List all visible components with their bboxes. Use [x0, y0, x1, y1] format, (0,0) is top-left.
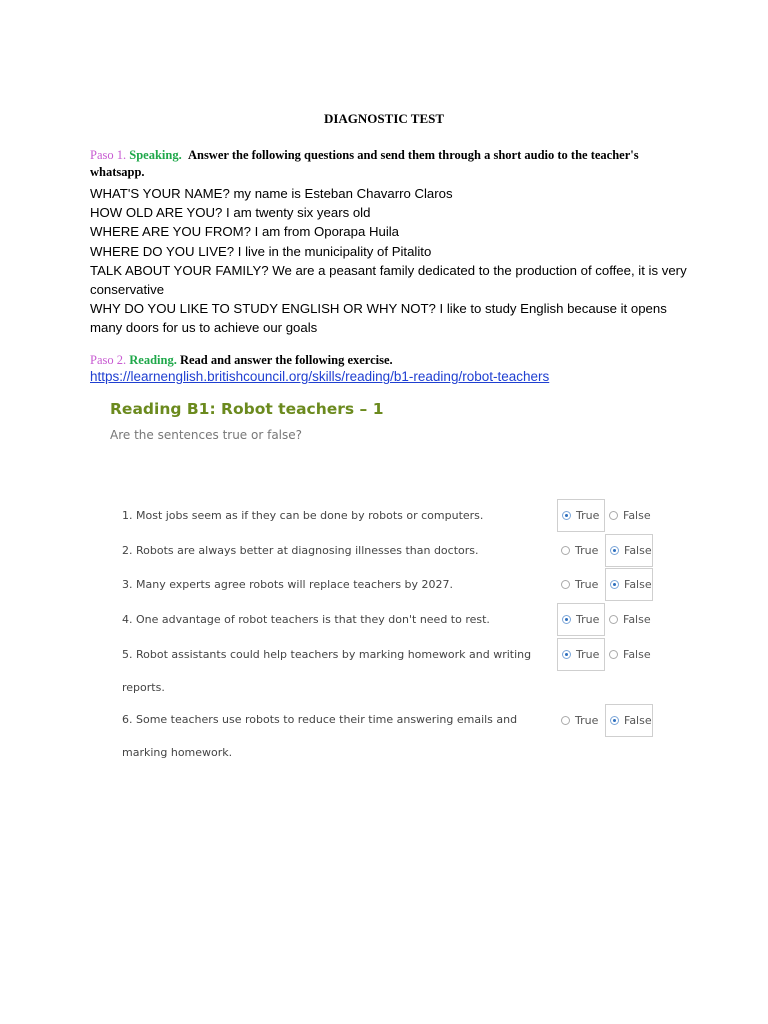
radio-icon[interactable]	[561, 716, 570, 725]
radio-selected-icon[interactable]	[562, 615, 571, 624]
q3-true-option[interactable]	[557, 568, 605, 601]
radio-icon[interactable]	[561, 546, 570, 555]
option-label: True	[575, 544, 599, 557]
answer-line: WHY DO YOU LIKE TO STUDY ENGLISH OR WHY NOT? I like to study English because it opens many doors for us to achieve our goals	[90, 301, 667, 336]
step1-text: Answer the following questions and send them through a short audio to the teacher's whatsapp.	[90, 148, 639, 179]
step2-text: Read and answer the following exercise.	[179, 353, 393, 367]
radio-icon[interactable]	[609, 615, 618, 624]
radio-icon[interactable]	[561, 580, 570, 589]
answer-line: HOW OLD ARE YOU? I am twenty six years old	[90, 205, 371, 221]
question-4	[122, 603, 542, 636]
answer-line: WHERE DO YOU LIVE? I live in the municipality of Pitalito	[90, 243, 432, 259]
option-label: False	[624, 578, 652, 591]
radio-icon[interactable]	[609, 511, 618, 520]
step2-instruction	[90, 352, 690, 369]
radio-selected-icon[interactable]	[562, 511, 571, 520]
step1-instruction	[90, 147, 690, 181]
answers-block	[90, 184, 688, 338]
option-label: True	[576, 613, 600, 626]
question-5	[122, 638, 542, 704]
exercise-subtitle: Are the sentences true or false?	[110, 428, 303, 442]
question-text: 3. Many experts agree robots will replace teachers by 2027.	[122, 578, 454, 591]
option-label: True	[576, 509, 600, 522]
q2-true-option[interactable]	[557, 534, 605, 567]
q4-false-option[interactable]	[605, 603, 653, 636]
answer-line: WHERE ARE YOU FROM? I am from Oporapa Huila	[90, 224, 400, 240]
question-text-continued: marking homework.	[122, 746, 233, 759]
step1-name: Speaking.	[129, 148, 182, 162]
question-6	[122, 703, 542, 769]
question-text: 4. One advantage of robot teachers is that they don't need to rest.	[122, 613, 490, 626]
question-text-continued: reports.	[122, 681, 165, 694]
radio-selected-icon[interactable]	[610, 580, 619, 589]
option-label: True	[576, 648, 600, 661]
q2-false-option[interactable]	[605, 534, 653, 567]
page-title: DIAGNOSTIC TEST	[323, 111, 445, 126]
q6-true-option[interactable]	[557, 704, 605, 737]
answer-line: WHAT'S YOUR NAME? my name is Esteban Chavarro Claros	[90, 186, 453, 201]
question-text: 2. Robots are always better at diagnosing illnesses than doctors.	[122, 544, 479, 557]
option-label: False	[623, 509, 651, 522]
radio-selected-icon[interactable]	[610, 716, 619, 725]
question-2	[122, 534, 542, 567]
option-label: True	[575, 578, 599, 591]
radio-selected-icon[interactable]	[610, 546, 619, 555]
step2-label: Paso 2.	[90, 353, 127, 367]
q6-false-option[interactable]	[605, 704, 653, 737]
question-3	[122, 568, 542, 601]
exercise-title: Reading B1: Robot teachers – 1	[110, 400, 384, 418]
question-1	[122, 499, 542, 532]
answer-line: TALK ABOUT YOUR FAMILY? We are a peasant family dedicated to the production of coffee, it is very conservative	[90, 262, 687, 298]
step1-label: Paso 1.	[90, 148, 127, 162]
q4-true-option[interactable]	[557, 603, 605, 636]
question-text: 1. Most jobs seem as if they can be done by robots or computers.	[122, 509, 484, 522]
option-label: True	[575, 714, 599, 727]
q1-false-option[interactable]	[605, 499, 653, 532]
radio-selected-icon[interactable]	[562, 650, 571, 659]
radio-icon[interactable]	[609, 650, 618, 659]
q5-false-option[interactable]	[605, 638, 653, 671]
question-text: 6. Some teachers use robots to reduce their time answering emails and	[122, 713, 518, 726]
option-label: False	[623, 648, 651, 661]
step2-name: Reading.	[129, 353, 177, 367]
q1-true-option[interactable]	[557, 499, 605, 532]
q3-false-option[interactable]	[605, 568, 653, 601]
exercise-link[interactable]: https://learnenglish.britishcouncil.org/skills/reading/b1-reading/robot-teachers	[90, 369, 550, 384]
q5-true-option[interactable]	[557, 638, 605, 671]
option-label: False	[623, 613, 651, 626]
option-label: False	[624, 544, 652, 557]
option-label: False	[624, 714, 652, 727]
question-text: 5. Robot assistants could help teachers by marking homework and writing	[122, 648, 532, 661]
